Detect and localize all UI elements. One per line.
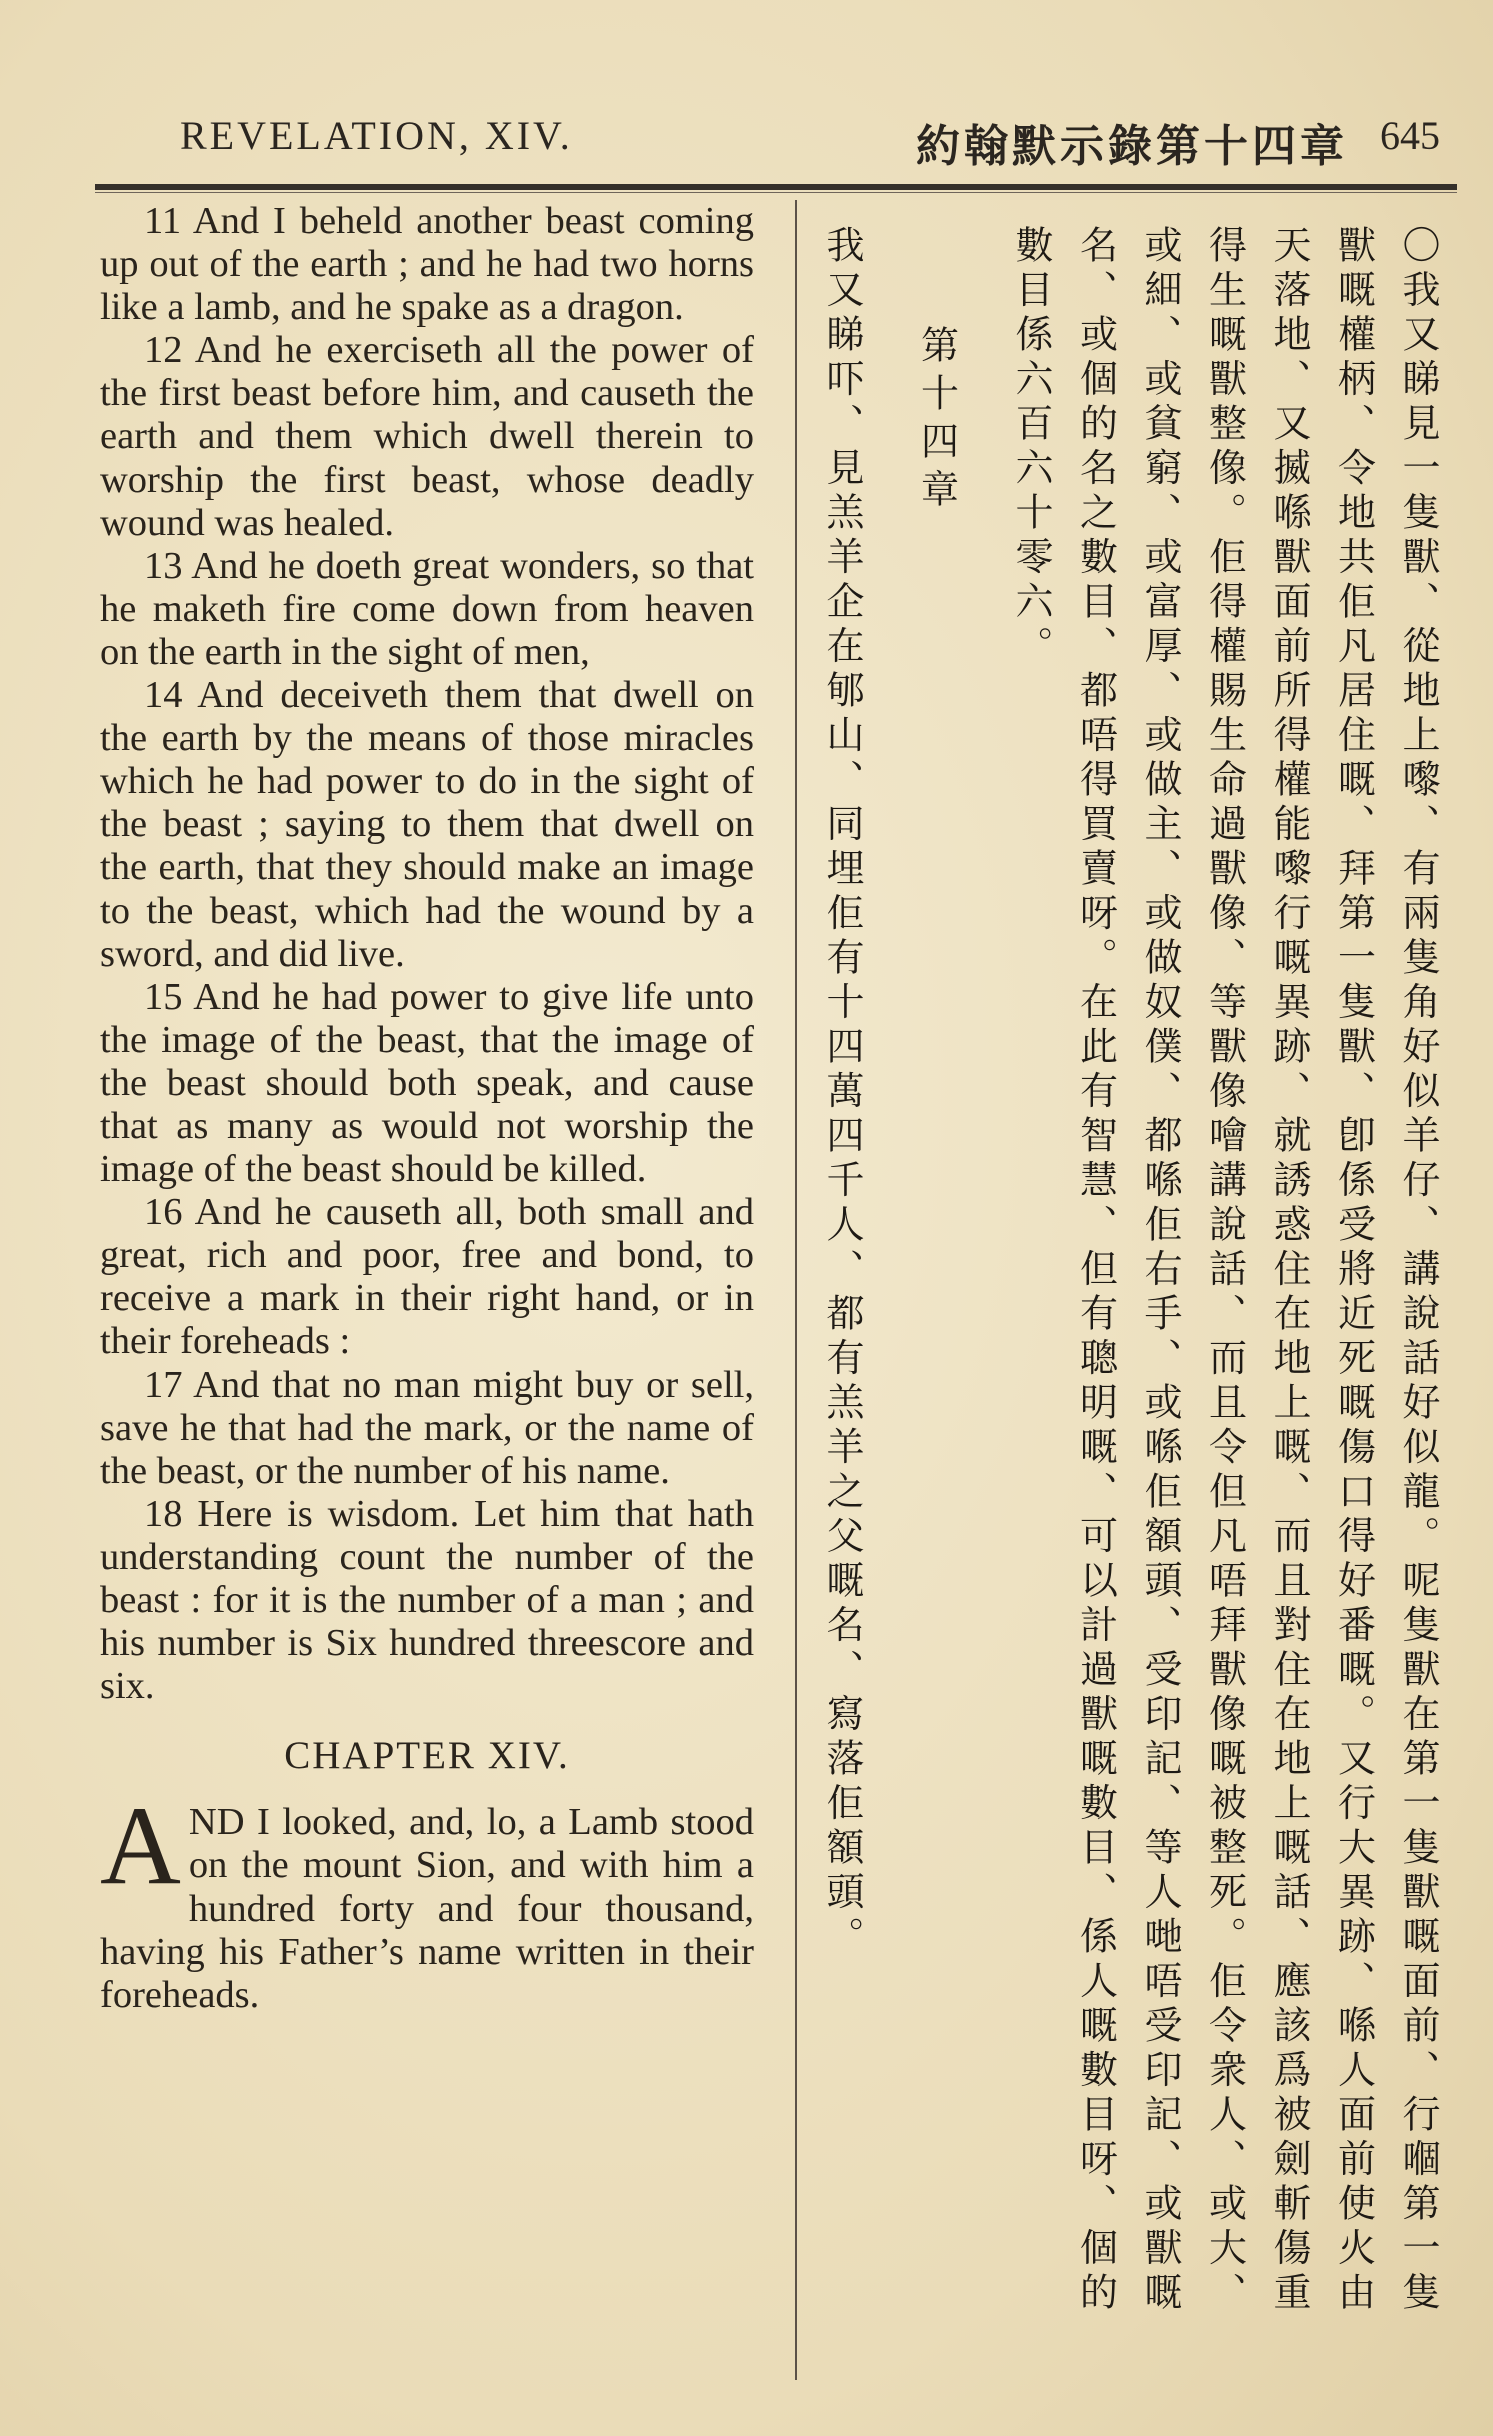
header-rule <box>95 184 1457 190</box>
chinese-chapter-heading: 第十四章 <box>914 325 959 517</box>
header-rule-thin <box>95 192 1457 193</box>
header-book-title: REVELATION, XIV. <box>180 113 573 158</box>
running-header <box>180 112 1440 172</box>
verse-15: 15 And he had power to give life unto the image of the beast, that the image of the beast should both speak, and cause that as many as would not worship the image of the beast should be killed. <box>100 975 754 1191</box>
chapter-heading: CHAPTER XIV. <box>284 1734 570 1778</box>
chapter-opening-verse <box>100 1784 754 2016</box>
drop-cap: A <box>100 1784 181 1909</box>
verse-13: 13 And he doeth great wonders, so that he maketh fire come down from heaven on the earth in the sight of men, <box>100 544 754 673</box>
verse-16: 16 And he causeth all, both small and great, rich and poor, free and bond, to receive a mark in their right hand, or in their foreheads : <box>100 1191 754 1363</box>
verse-11: 11 And I beheld another beast coming up out of the earth ; and he had two horns like a lamb, and he spake as a dragon. <box>100 200 754 329</box>
verse-17: 17 And that no man might buy or sell, save he that had the mark, or the name of the beast, or the number of his name. <box>100 1363 754 1492</box>
chinese-chapter-verse: 我又睇吓、見羔羊企在郇山、同埋佢有十四萬四千人、都有羔羊之父嘅名、寫落佢額頭。 <box>820 225 864 1961</box>
header-chinese-title: 約翰默示錄第十四章 <box>916 121 1348 172</box>
page-number: 645 <box>1380 113 1440 158</box>
verse-12: 12 And he exerciseth all the power of the first beast before him, and causeth the earth and them which dwell therein to worship the first beast, whose deadly wound was healed. <box>100 329 754 544</box>
verse-14: 14 And deceiveth them that dwell on the earth by the means of those miracles which he had power to do in the sight of the beast ; saying to them that dwell on the earth, that they should make an image to the beast, which had the wound by a sword, and did live. <box>100 674 754 975</box>
opening-text: ND I looked, and, lo, a Lamb stood on the mount Sion, and with him a hundred forty and four thousand, having his Father’s name written in their foreheads. <box>100 1801 754 2016</box>
verse-18: 18 Here is wisdom. Let him that hath understanding count the number of the beast : for it is the number of a man ; and his number is Six hundred threescore and six. <box>100 1492 754 1708</box>
column-divider <box>795 200 797 2380</box>
chinese-verses: 〇我又睇見一隻獸、從地上嚟、有兩隻角好似羊仔、講說話好似龍。呢隻獸在第一隻獸嘅面前、行嗰第一隻獸嘅權柄、令地共佢凡居住嘅、拜第一隻獸、卽係受將近死嘅傷口得好番嘅。又行大異跡、喺人面前使火由天落地、又揻喺獸面前所得權能嚟行嘅異跡、就誘惑住在地上嘅、而且對住在地上嘅話、應該爲被劍斬傷重得生嘅獸整像。佢得權賜生命過獸像、等獸像噲講說話、而且令但凡唔拜獸像嘅被整死。佢令衆人、或大、或細、或貧窮、或富厚、或做主、或做奴僕、都喺佢右手、或喺佢額頭、受印記、等人哋唔受印記、或獸嘅名、或個的名之數目、都唔得買賣呀。在此有智慧、但有聰明嘅、可以計過獸嘅數目、係人嘅數目呀、個的數目係六百六十零六。 <box>1009 225 1440 2317</box>
english-column <box>100 200 754 2017</box>
chinese-column <box>810 225 1450 2335</box>
